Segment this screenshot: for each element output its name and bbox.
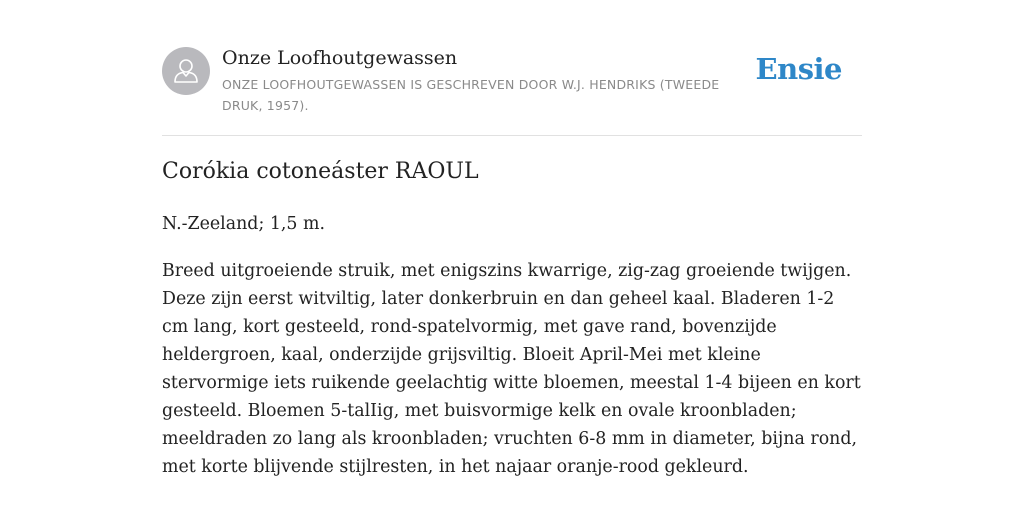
entry-title: Corókia cotoneáster RAOUL [162,159,479,184]
entry-paragraph-2: Breed uitgroeiende struik, met enigszins kwarrige, zig-zag groeiende twijgen. Deze zijn eerst witviltig, later donkerbruin en dan geheel kaal. Bladeren 1-2 cm lang, kort gesteeld, rond-spatelvormig, met gave rand, bovenzijde heldergroen, kaal, onderzijde grijsviltig. Bloeit April-Mei met kleine stervormige iets ruikende geelachtig witte bloemen, meestal 1-4 bijeen en kort gesteeld. Bloemen 5-talIig, met buisvormige kelk en ovale kroonbladen; meeldraden zo lang als kroonbladen; vruchten 6-8 mm in diameter, bijna rond, met korte blijvende stijlresten, in het najaar oranje-rood gekleurd. [162,261,861,477]
user-icon [162,47,210,95]
source-title[interactable]: Onze Loofhoutgewassen [222,47,458,69]
source-description: ONZE LOOFHOUTGEWASSEN IS GESCHREVEN DOOR W.J. HENDRIKS (TWEEDE DRUK, 1957). [222,77,720,113]
ensie-logo[interactable]: Ensie [755,52,842,86]
entry-content [162,210,862,500]
entry-paragraph-1: N.-Zeeland; 1,5 m. [162,214,326,234]
avatar[interactable] [162,47,210,95]
source-header [162,44,862,136]
